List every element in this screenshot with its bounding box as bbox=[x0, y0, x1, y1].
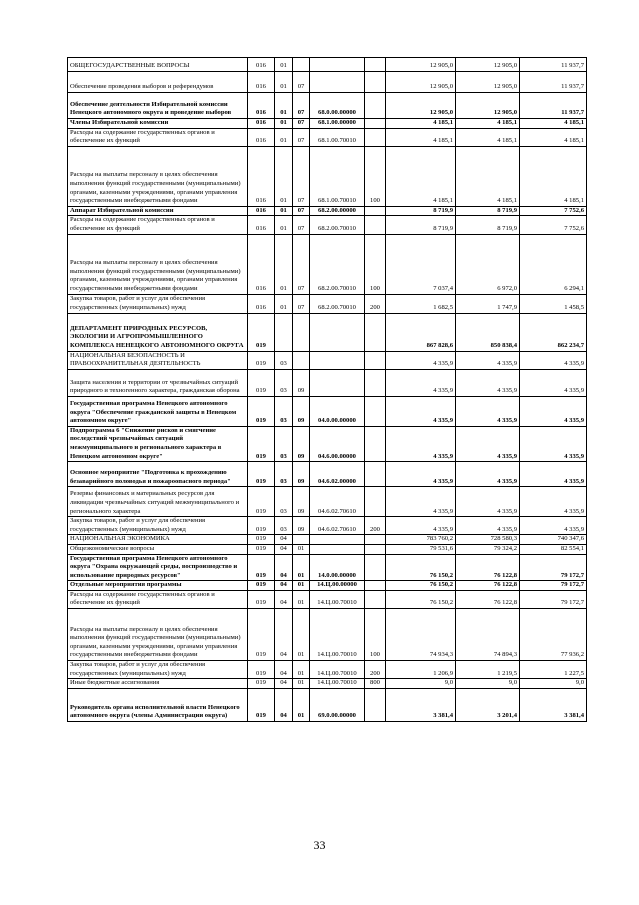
row-value-year3: 11 937,7 bbox=[520, 93, 587, 119]
row-expense-type bbox=[365, 128, 386, 146]
row-grbs: 019 bbox=[248, 462, 275, 487]
table-row bbox=[68, 128, 587, 146]
row-value-year3: 79 172,7 bbox=[520, 581, 587, 591]
row-value-year2: 4 335,9 bbox=[456, 369, 520, 396]
row-value-year3: 4 185,1 bbox=[520, 119, 587, 129]
row-target-article: 68.1.00.70010 bbox=[310, 146, 365, 206]
table-row bbox=[68, 93, 587, 119]
row-value-year3: 77 936,2 bbox=[520, 609, 587, 661]
row-target-article: 14.Ц.00.70010 bbox=[310, 609, 365, 661]
row-value-year2: 3 201,4 bbox=[456, 688, 520, 721]
table-row bbox=[68, 426, 587, 461]
row-name: Расходы на выплаты персоналу в целях обеспечения выполнения функций государственными (муниципальными) органами, казенными учреждениями, органами управления государственными внебюджетными фондами bbox=[68, 234, 248, 294]
row-value-year2: 1 219,5 bbox=[456, 661, 520, 679]
row-subsection: 09 bbox=[293, 487, 310, 517]
row-value-year3: 3 381,4 bbox=[520, 688, 587, 721]
row-target-article: 14.Ц.00.70010 bbox=[310, 679, 365, 689]
row-value-year3: 11 937,7 bbox=[520, 58, 587, 72]
row-value-year2: 8 719,9 bbox=[456, 206, 520, 216]
row-name: Руководитель органа исполнительной власти Ненецкого автономного округа (члены Администрации округа) bbox=[68, 688, 248, 721]
row-section: 01 bbox=[275, 72, 293, 93]
row-grbs: 019 bbox=[248, 313, 275, 351]
row-name: Обеспечение деятельности Избирательной комиссии Ненецкого автономного округа и проведение выборов bbox=[68, 93, 248, 119]
budget-table-area bbox=[67, 57, 586, 722]
row-value-year2: 76 122,8 bbox=[456, 581, 520, 591]
row-section: 01 bbox=[275, 146, 293, 206]
row-grbs: 016 bbox=[248, 128, 275, 146]
budget-table bbox=[67, 57, 587, 722]
row-target-article: 04.6.02.70610 bbox=[310, 517, 365, 535]
row-section: 04 bbox=[275, 554, 293, 581]
row-name: Закупка товаров, работ и услуг для обеспечения государственных (муниципальных) нужд bbox=[68, 294, 248, 313]
row-subsection: 07 bbox=[293, 216, 310, 234]
row-grbs: 016 bbox=[248, 216, 275, 234]
row-grbs: 019 bbox=[248, 609, 275, 661]
row-name: Государственная программа Ненецкого автономного округа "Охрана окружающей среды, воспроизводство и использование природных ресурсов" bbox=[68, 554, 248, 581]
row-expense-type: 800 bbox=[365, 679, 386, 689]
row-name: Закупка товаров, работ и услуг для обеспечения государственных (муниципальных) нужд bbox=[68, 661, 248, 679]
row-expense-type bbox=[365, 351, 386, 369]
row-target-article: 68.2.00.70010 bbox=[310, 294, 365, 313]
table-row bbox=[68, 462, 587, 487]
row-value-year2: 4 185,1 bbox=[456, 128, 520, 146]
row-target-article bbox=[310, 58, 365, 72]
table-body bbox=[68, 58, 587, 722]
row-name: Члены Избирательной комиссии bbox=[68, 119, 248, 129]
row-value-year2: 850 838,4 bbox=[456, 313, 520, 351]
row-target-article: 14.0.00.00000 bbox=[310, 554, 365, 581]
row-value-year2: 76 122,8 bbox=[456, 590, 520, 608]
row-subsection bbox=[293, 58, 310, 72]
row-value-year1: 12 905,0 bbox=[386, 72, 456, 93]
row-value-year1: 4 335,9 bbox=[386, 462, 456, 487]
table-row bbox=[68, 517, 587, 535]
row-value-year3: 6 294,1 bbox=[520, 234, 587, 294]
row-expense-type bbox=[365, 581, 386, 591]
row-value-year3: 4 335,9 bbox=[520, 487, 587, 517]
row-section: 03 bbox=[275, 369, 293, 396]
row-subsection: 09 bbox=[293, 462, 310, 487]
row-value-year1: 4 335,9 bbox=[386, 487, 456, 517]
row-value-year3: 4 335,9 bbox=[520, 426, 587, 461]
row-value-year2: 728 580,3 bbox=[456, 535, 520, 545]
table-row bbox=[68, 313, 587, 351]
row-name: Расходы на содержание государственных органов и обеспечение их функций bbox=[68, 128, 248, 146]
row-subsection: 07 bbox=[293, 72, 310, 93]
row-value-year3: 82 554,1 bbox=[520, 544, 587, 554]
row-value-year3: 4 185,1 bbox=[520, 128, 587, 146]
row-section: 03 bbox=[275, 396, 293, 426]
row-value-year2: 4 335,9 bbox=[456, 351, 520, 369]
row-expense-type bbox=[365, 396, 386, 426]
row-expense-type: 200 bbox=[365, 517, 386, 535]
row-grbs: 019 bbox=[248, 396, 275, 426]
row-section: 01 bbox=[275, 216, 293, 234]
table-row bbox=[68, 554, 587, 581]
row-section: 01 bbox=[275, 294, 293, 313]
table-row bbox=[68, 487, 587, 517]
row-value-year1: 4 335,9 bbox=[386, 426, 456, 461]
table-row bbox=[68, 146, 587, 206]
row-section: 01 bbox=[275, 93, 293, 119]
table-row bbox=[68, 661, 587, 679]
row-value-year1: 867 828,6 bbox=[386, 313, 456, 351]
row-name: ОБЩЕГОСУДАРСТВЕННЫЕ ВОПРОСЫ bbox=[68, 58, 248, 72]
row-section: 04 bbox=[275, 544, 293, 554]
row-grbs: 019 bbox=[248, 369, 275, 396]
row-subsection: 01 bbox=[293, 590, 310, 608]
row-name: Обеспечение проведения выборов и референдумов bbox=[68, 72, 248, 93]
table-row bbox=[68, 294, 587, 313]
row-expense-type: 200 bbox=[365, 661, 386, 679]
row-expense-type: 200 bbox=[365, 294, 386, 313]
row-target-article: 14.Ц.00.00000 bbox=[310, 581, 365, 591]
row-value-year1: 4 185,1 bbox=[386, 119, 456, 129]
row-value-year1: 79 531,6 bbox=[386, 544, 456, 554]
row-name: Защита населения и территории от чрезвычайных ситуаций природного и техногенного характера, гражданская оборона bbox=[68, 369, 248, 396]
row-section: 03 bbox=[275, 426, 293, 461]
row-target-article: 68.1.00.00000 bbox=[310, 119, 365, 129]
row-name: Закупка товаров, работ и услуг для обеспечения государственных (муниципальных) нужд bbox=[68, 517, 248, 535]
row-value-year1: 1 682,5 bbox=[386, 294, 456, 313]
row-grbs: 016 bbox=[248, 206, 275, 216]
row-grbs: 019 bbox=[248, 517, 275, 535]
table-row bbox=[68, 72, 587, 93]
table-row bbox=[68, 396, 587, 426]
row-target-article bbox=[310, 313, 365, 351]
table-row bbox=[68, 679, 587, 689]
row-grbs: 016 bbox=[248, 58, 275, 72]
row-expense-type bbox=[365, 72, 386, 93]
row-section bbox=[275, 313, 293, 351]
row-value-year3: 11 937,7 bbox=[520, 72, 587, 93]
row-expense-type bbox=[365, 535, 386, 545]
row-value-year2: 8 719,9 bbox=[456, 216, 520, 234]
row-value-year1: 76 150,2 bbox=[386, 581, 456, 591]
row-grbs: 019 bbox=[248, 544, 275, 554]
row-target-article: 68.0.00.00000 bbox=[310, 93, 365, 119]
row-value-year1: 783 760,2 bbox=[386, 535, 456, 545]
row-expense-type bbox=[365, 369, 386, 396]
row-value-year3: 4 335,9 bbox=[520, 351, 587, 369]
row-section: 01 bbox=[275, 206, 293, 216]
row-grbs: 019 bbox=[248, 661, 275, 679]
row-expense-type bbox=[365, 93, 386, 119]
row-value-year3: 4 335,9 bbox=[520, 462, 587, 487]
row-grbs: 016 bbox=[248, 294, 275, 313]
row-value-year1: 8 719,9 bbox=[386, 216, 456, 234]
row-value-year1: 9,0 bbox=[386, 679, 456, 689]
row-grbs: 016 bbox=[248, 234, 275, 294]
row-name: Резервы финансовых и материальных ресурсов для ликвидации чрезвычайных ситуаций межмуниципального и регионального характера bbox=[68, 487, 248, 517]
row-expense-type bbox=[365, 58, 386, 72]
table-row bbox=[68, 216, 587, 234]
row-expense-type bbox=[365, 119, 386, 129]
row-grbs: 019 bbox=[248, 554, 275, 581]
row-value-year3: 7 752,6 bbox=[520, 206, 587, 216]
row-value-year1: 4 335,9 bbox=[386, 396, 456, 426]
table-row bbox=[68, 206, 587, 216]
row-name: Подпрограмма 6 "Снижение рисков и смягчение последствий чрезвычайных ситуаций межмуниципального и регионального характера в Ненецком автономном округе" bbox=[68, 426, 248, 461]
row-value-year2: 12 905,0 bbox=[456, 58, 520, 72]
row-value-year2: 79 324,2 bbox=[456, 544, 520, 554]
row-value-year2: 12 905,0 bbox=[456, 93, 520, 119]
row-value-year1: 4 335,9 bbox=[386, 351, 456, 369]
row-subsection: 01 bbox=[293, 688, 310, 721]
row-name: Расходы на выплаты персоналу в целях обеспечения выполнения функций государственными (муниципальными) органами, казенными учреждениями, органами управления государственными внебюджетными фондами bbox=[68, 146, 248, 206]
row-target-article: 14.Ц.00.70010 bbox=[310, 590, 365, 608]
row-section: 01 bbox=[275, 119, 293, 129]
row-subsection: 01 bbox=[293, 679, 310, 689]
row-grbs: 019 bbox=[248, 679, 275, 689]
row-grbs: 019 bbox=[248, 581, 275, 591]
row-value-year1: 7 037,4 bbox=[386, 234, 456, 294]
row-subsection: 01 bbox=[293, 581, 310, 591]
row-value-year3: 4 185,1 bbox=[520, 146, 587, 206]
row-name: Расходы на выплаты персоналу в целях обеспечения выполнения функций государственными (муниципальными) органами, казенными учреждениями, органами управления государственными внебюджетными фондами bbox=[68, 609, 248, 661]
row-section: 04 bbox=[275, 581, 293, 591]
row-expense-type bbox=[365, 462, 386, 487]
row-expense-type bbox=[365, 554, 386, 581]
row-section: 03 bbox=[275, 351, 293, 369]
row-name: Иные бюджетные ассигнования bbox=[68, 679, 248, 689]
row-target-article: 68.2.00.00000 bbox=[310, 206, 365, 216]
row-value-year1: 74 934,3 bbox=[386, 609, 456, 661]
row-value-year1: 4 335,9 bbox=[386, 517, 456, 535]
row-section: 04 bbox=[275, 679, 293, 689]
row-target-article: 68.1.00.70010 bbox=[310, 128, 365, 146]
row-section: 03 bbox=[275, 487, 293, 517]
row-grbs: 016 bbox=[248, 72, 275, 93]
row-value-year1: 12 905,0 bbox=[386, 93, 456, 119]
row-value-year1: 1 206,9 bbox=[386, 661, 456, 679]
row-section: 04 bbox=[275, 535, 293, 545]
row-value-year2: 9,0 bbox=[456, 679, 520, 689]
table-row bbox=[68, 590, 587, 608]
row-value-year2: 4 335,9 bbox=[456, 487, 520, 517]
row-target-article: 68.2.00.70010 bbox=[310, 234, 365, 294]
table-row bbox=[68, 688, 587, 721]
row-name: Общеэкономические вопросы bbox=[68, 544, 248, 554]
row-expense-type bbox=[365, 216, 386, 234]
table-row bbox=[68, 58, 587, 72]
row-value-year1: 76 150,2 bbox=[386, 554, 456, 581]
row-value-year2: 4 335,9 bbox=[456, 396, 520, 426]
row-target-article bbox=[310, 544, 365, 554]
row-grbs: 016 bbox=[248, 146, 275, 206]
row-name: Отдельные мероприятия программы bbox=[68, 581, 248, 591]
row-name: НАЦИОНАЛЬНАЯ БЕЗОПАСНОСТЬ И ПРАВООХРАНИТЕЛЬНАЯ ДЕЯТЕЛЬНОСТЬ bbox=[68, 351, 248, 369]
row-subsection: 07 bbox=[293, 119, 310, 129]
row-expense-type: 100 bbox=[365, 234, 386, 294]
row-subsection: 01 bbox=[293, 609, 310, 661]
row-section: 03 bbox=[275, 462, 293, 487]
row-expense-type bbox=[365, 426, 386, 461]
row-subsection: 07 bbox=[293, 93, 310, 119]
row-subsection: 07 bbox=[293, 206, 310, 216]
row-section: 01 bbox=[275, 128, 293, 146]
row-expense-type bbox=[365, 544, 386, 554]
row-value-year3: 9,0 bbox=[520, 679, 587, 689]
row-expense-type bbox=[365, 688, 386, 721]
row-section: 01 bbox=[275, 234, 293, 294]
row-value-year3: 7 752,6 bbox=[520, 216, 587, 234]
row-target-article bbox=[310, 369, 365, 396]
row-subsection: 07 bbox=[293, 234, 310, 294]
row-value-year3: 4 335,9 bbox=[520, 517, 587, 535]
table-row bbox=[68, 351, 587, 369]
row-grbs: 019 bbox=[248, 487, 275, 517]
row-section: 04 bbox=[275, 688, 293, 721]
row-value-year3: 79 172,7 bbox=[520, 554, 587, 581]
row-subsection: 07 bbox=[293, 294, 310, 313]
row-name: ДЕПАРТАМЕНТ ПРИРОДНЫХ РЕСУРСОВ, ЭКОЛОГИИ И АГРОПРОМЫШЛЕННОГО КОМПЛЕКСА НЕНЕЦКОГО АВТОНОМНОГО ОКРУГА bbox=[68, 313, 248, 351]
row-expense-type bbox=[365, 313, 386, 351]
row-value-year3: 1 227,5 bbox=[520, 661, 587, 679]
row-name: Расходы на содержание государственных органов и обеспечение их функций bbox=[68, 216, 248, 234]
table-row bbox=[68, 119, 587, 129]
row-subsection bbox=[293, 313, 310, 351]
row-subsection: 07 bbox=[293, 146, 310, 206]
row-grbs: 019 bbox=[248, 351, 275, 369]
table-row bbox=[68, 234, 587, 294]
row-value-year2: 4 335,9 bbox=[456, 517, 520, 535]
row-subsection: 09 bbox=[293, 369, 310, 396]
row-name: Расходы на содержание государственных органов и обеспечение их функций bbox=[68, 590, 248, 608]
row-value-year2: 12 905,0 bbox=[456, 72, 520, 93]
row-value-year1: 8 719,9 bbox=[386, 206, 456, 216]
row-name: Аппарат Избирательной комиссии bbox=[68, 206, 248, 216]
row-expense-type: 100 bbox=[365, 609, 386, 661]
row-subsection bbox=[293, 351, 310, 369]
row-expense-type bbox=[365, 206, 386, 216]
row-grbs: 019 bbox=[248, 426, 275, 461]
table-row bbox=[68, 609, 587, 661]
row-target-article: 68.2.00.70010 bbox=[310, 216, 365, 234]
table-row bbox=[68, 544, 587, 554]
page-number: 33 bbox=[313, 838, 326, 852]
row-target-article bbox=[310, 351, 365, 369]
row-value-year3: 862 234,7 bbox=[520, 313, 587, 351]
row-grbs: 019 bbox=[248, 535, 275, 545]
row-section: 01 bbox=[275, 58, 293, 72]
row-value-year1: 3 381,4 bbox=[386, 688, 456, 721]
row-target-article bbox=[310, 535, 365, 545]
row-section: 03 bbox=[275, 517, 293, 535]
row-subsection: 09 bbox=[293, 426, 310, 461]
row-subsection: 07 bbox=[293, 128, 310, 146]
row-target-article: 69.0.00.00000 bbox=[310, 688, 365, 721]
row-section: 04 bbox=[275, 661, 293, 679]
table-row bbox=[68, 581, 587, 591]
row-value-year2: 6 972,0 bbox=[456, 234, 520, 294]
row-value-year2: 74 894,3 bbox=[456, 609, 520, 661]
row-value-year1: 4 185,1 bbox=[386, 128, 456, 146]
row-value-year2: 4 185,1 bbox=[456, 119, 520, 129]
row-grbs: 019 bbox=[248, 688, 275, 721]
row-subsection bbox=[293, 535, 310, 545]
row-subsection: 09 bbox=[293, 517, 310, 535]
row-target-article: 04.6.02.70610 bbox=[310, 487, 365, 517]
table-row bbox=[68, 535, 587, 545]
row-expense-type bbox=[365, 487, 386, 517]
row-value-year2: 4 335,9 bbox=[456, 426, 520, 461]
row-section: 04 bbox=[275, 590, 293, 608]
row-name: Основное мероприятие "Подготовка к прохождению безаварийного половодья и пожароопасного периода" bbox=[68, 462, 248, 487]
row-value-year1: 4 185,1 bbox=[386, 146, 456, 206]
row-value-year2: 76 122,8 bbox=[456, 554, 520, 581]
row-value-year2: 4 335,9 bbox=[456, 462, 520, 487]
row-value-year3: 4 335,9 bbox=[520, 369, 587, 396]
row-subsection: 01 bbox=[293, 544, 310, 554]
row-value-year3: 79 172,7 bbox=[520, 590, 587, 608]
row-grbs: 016 bbox=[248, 119, 275, 129]
row-name: НАЦИОНАЛЬНАЯ ЭКОНОМИКА bbox=[68, 535, 248, 545]
row-target-article: 04.6.00.00000 bbox=[310, 426, 365, 461]
row-value-year1: 12 905,0 bbox=[386, 58, 456, 72]
row-grbs: 016 bbox=[248, 93, 275, 119]
row-expense-type: 100 bbox=[365, 146, 386, 206]
row-name: Государственная программа Ненецкого автономного округа "Обеспечение гражданской защиты в Ненецком автономном округе" bbox=[68, 396, 248, 426]
row-value-year2: 1 747,9 bbox=[456, 294, 520, 313]
row-subsection: 01 bbox=[293, 661, 310, 679]
row-value-year1: 4 335,9 bbox=[386, 369, 456, 396]
row-value-year3: 740 347,6 bbox=[520, 535, 587, 545]
row-value-year2: 4 185,1 bbox=[456, 146, 520, 206]
row-target-article: 04.6.02.00000 bbox=[310, 462, 365, 487]
row-value-year3: 4 335,9 bbox=[520, 396, 587, 426]
row-subsection: 09 bbox=[293, 396, 310, 426]
row-target-article bbox=[310, 72, 365, 93]
row-value-year1: 76 150,2 bbox=[386, 590, 456, 608]
row-target-article: 04.0.00.00000 bbox=[310, 396, 365, 426]
table-row bbox=[68, 369, 587, 396]
row-expense-type bbox=[365, 590, 386, 608]
row-section: 04 bbox=[275, 609, 293, 661]
row-grbs: 019 bbox=[248, 590, 275, 608]
row-value-year3: 1 458,5 bbox=[520, 294, 587, 313]
row-target-article: 14.Ц.00.70010 bbox=[310, 661, 365, 679]
row-subsection: 01 bbox=[293, 554, 310, 581]
